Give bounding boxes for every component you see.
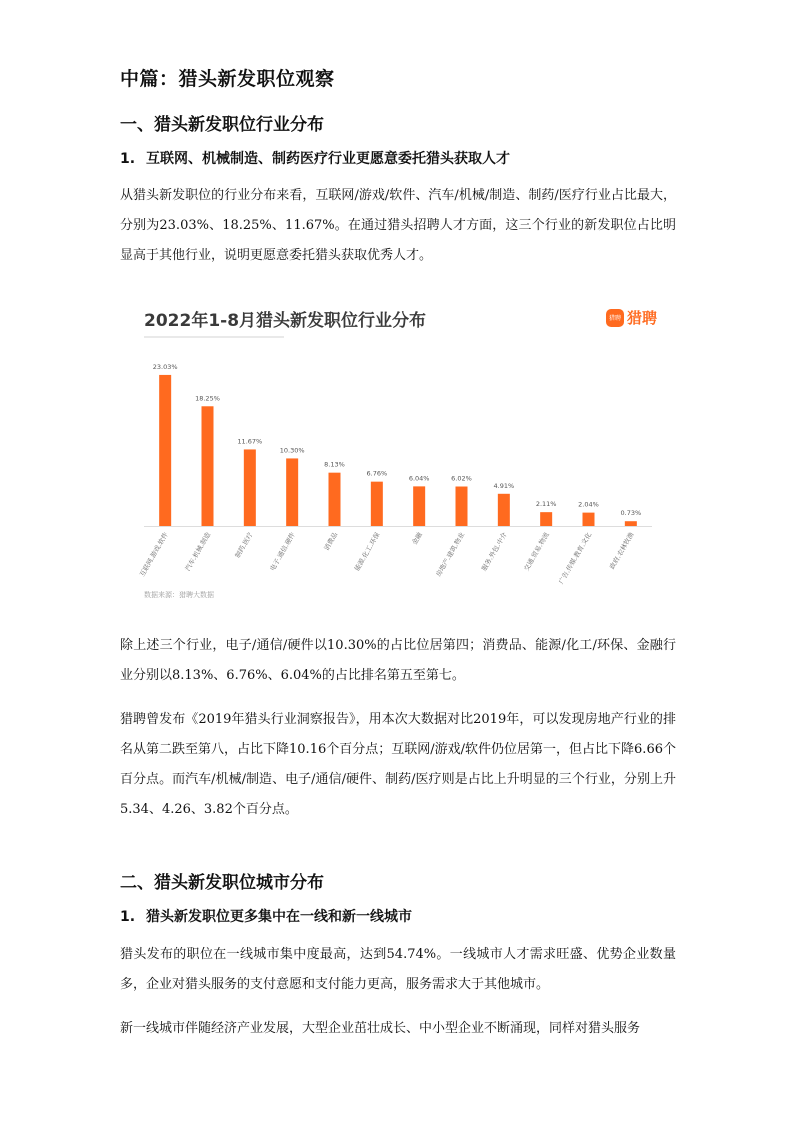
category-label-3: 制药.医疗 — [233, 531, 255, 560]
category-label-8: 房地产.建筑.物业 — [434, 531, 467, 578]
category-label-1: 互联网.游戏.软件 — [138, 531, 170, 578]
chart-plot — [124, 292, 672, 610]
bar-value-label-9: 4.91% — [493, 481, 515, 490]
bar-value-label-5: 8.13% — [324, 460, 345, 469]
bar-5 — [329, 473, 341, 526]
section1-paragraph-1: 从猎头新发职位的行业分布来看，互联网/游戏/软件、汽车/机械/制造、制药/医疗行业占比最大，分别为23.03%、18.25%、11.67%。在通过猎头招聘人才方面，这三个行业的新发职位占比明显高于其他行业，说明更愿意委托猎头获取优秀人才。 — [120, 188, 676, 263]
bar-12 — [625, 521, 637, 526]
industry-bar-chart — [124, 292, 672, 610]
category-label-5: 消费品 — [322, 531, 340, 552]
section1-sub-text: 互联网、机械制造、制药医疗行业更愿意委托猎头获取人才 — [146, 151, 510, 167]
chart-source: 数据来源：猎聘大数据 — [144, 591, 214, 599]
bar-value-label-2: 18.25% — [195, 394, 220, 403]
liepin-logo-icon: 猎聘 — [606, 309, 624, 327]
bar-value-label-1: 23.03% — [152, 362, 178, 371]
section1-title: 一、猎头新发职位行业分布 — [120, 115, 324, 135]
bar-value-label-10: 2.11% — [535, 500, 557, 509]
part-title: 中篇：猎头新发职位观察 — [120, 68, 335, 90]
chart-title: 2022年1-8月猎头新发职位行业分布 — [144, 311, 427, 331]
category-label-2: 汽车.机械.制造 — [183, 531, 213, 573]
bar-11 — [583, 513, 595, 526]
bar-value-label-3: 11.67% — [237, 437, 263, 446]
section2-sub-text: 猎头新发职位更多集中在一线和新一线城市 — [146, 909, 412, 925]
bar-value-label-7: 6.04% — [408, 474, 430, 483]
section1-paragraph-3: 猎聘曾发布《2019年猎头行业洞察报告》，用本次大数据对比2019年，可以发现房地产行业的排名从第二跌至第八，占比下降10.16个百分点；互联网/游戏/软件仍位居第一，但占比下降6.66个百分点。而汽车/机械/制造、电子/通信/硬件、制药/医疗则是占比上升明显的三个行业，分别上升5.34、4.26、3.82个百分点。 — [120, 712, 676, 817]
category-label-6: 能源.化工.环保 — [353, 531, 382, 573]
section2-paragraph-2: 新一线城市伴随经济产业发展，大型企业茁壮成长、中小型企业不断涌现，同样对猎头服务 — [120, 1021, 641, 1036]
bar-value-label-11: 2.04% — [578, 500, 599, 509]
bar-value-label-4: 10.30% — [279, 446, 305, 455]
bar-6 — [371, 482, 383, 526]
bar-9 — [498, 494, 510, 526]
category-label-9: 服务.外包.中介 — [480, 531, 509, 573]
bar-4 — [286, 458, 298, 526]
bar-10 — [540, 512, 552, 526]
section2-subtitle — [120, 906, 412, 926]
section2-sub-number: 1. — [120, 909, 136, 925]
category-label-10: 交通.贸易.物流 — [522, 531, 551, 573]
section1-paragraph-2: 除上述三个行业，电子/通信/硬件以10.30%的占比位居第四；消费品、能源/化工/环保、金融行业分别以8.13%、6.76%、6.04%的占比排名第五至第七。 — [120, 638, 676, 683]
liepin-logo-text: 猎聘 — [627, 309, 658, 327]
category-label-4: 电子.通信.硬件 — [268, 531, 297, 573]
section2-title: 二、猎头新发职位城市分布 — [120, 873, 324, 893]
category-label-7: 金融 — [410, 531, 424, 547]
bar-value-label-8: 6.02% — [451, 474, 472, 483]
category-label-12: 政府.农林牧渔 — [608, 531, 636, 571]
bar-7 — [413, 486, 425, 526]
bar-8 — [456, 487, 468, 526]
bar-value-label-12: 0.73% — [620, 509, 642, 518]
section2-paragraph-1: 猎头发布的职位在一线城市集中度最高，达到54.74%。一线城市人才需求旺盛、优势企业数量多，企业对猎头服务的支付意愿和支付能力更高，服务需求大于其他城市。 — [120, 947, 676, 992]
bar-2 — [202, 406, 214, 526]
category-label-11: 广告.传媒.教育.文化 — [557, 531, 594, 586]
bar-value-label-6: 6.76% — [366, 469, 388, 478]
section1-sub-number: 1. — [120, 151, 136, 167]
section1-subtitle — [120, 148, 510, 168]
bar-3 — [244, 449, 256, 526]
bar-1 — [159, 375, 171, 526]
